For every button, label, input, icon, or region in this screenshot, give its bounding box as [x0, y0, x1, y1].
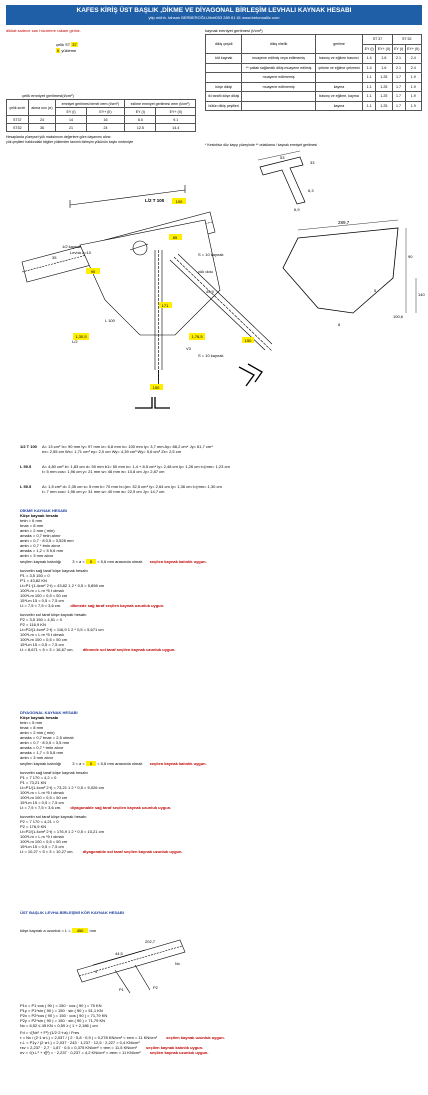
check-result: seçilen kaynak uzunluk uygun.: [149, 1050, 209, 1055]
ust-weld-input[interactable]: 450: [72, 928, 89, 933]
calc-line: P1 = 7 170 = 4,2 = 0: [20, 775, 57, 780]
cell: 1.25: [376, 73, 392, 83]
weld-range: 3 < a <: [72, 761, 85, 766]
th-st37: ST 37: [363, 35, 392, 45]
cell: muayene edilmemiş: [242, 73, 315, 83]
table-row: [7, 116, 196, 124]
calc-line: P2 = 3,5 150 = 4,51 = 0: [20, 617, 62, 622]
input-note: dikkat sadece sarı hücrelere rakam giriniz.: [6, 28, 81, 33]
ust-dim-1: 202,7: [145, 939, 156, 944]
calc-line: amaks = 1,2 = 5 5,6 mm: [20, 548, 64, 553]
weld-thickness-input[interactable]: 5: [86, 761, 96, 766]
diag-load-value: 150: [244, 338, 252, 343]
dikme-section: [20, 508, 207, 652]
double-angle-symbol-2: [239, 364, 262, 386]
weld-label: seçilen kaynak kalınlığı: [20, 761, 62, 766]
sub-title: kuvvetin sağ taraf köşe kaynak hesabı: [20, 770, 88, 775]
calc-line: 15*Lm 15 = 0,5 = 7,5 cm: [20, 844, 64, 849]
table-row: [206, 63, 422, 73]
th-sub: EY (I): [125, 108, 156, 116]
table-row: [7, 124, 196, 132]
plate-dim-5: 140: [418, 292, 425, 297]
check-line: Lt = 7,5 < 7,5 < 3,6 cm.: [20, 805, 62, 810]
check-line: Lt = 8,671 < 5 < 3 = 16,67 cm.: [20, 647, 74, 652]
cell: bütün dikiş çeşitleri: [206, 101, 242, 111]
calc-line: amaks = 0,7 tmax = 2,5 olmalı: [20, 735, 74, 740]
callout-4: yük dolu: [198, 269, 213, 274]
calc-line: amin = 2 mm ( min): [20, 528, 55, 533]
calc-line: amin = 2 mm ( min): [20, 730, 55, 735]
vertical-dim-value: 171: [161, 303, 169, 308]
cell: 24: [28, 116, 56, 124]
cell: 24: [86, 124, 124, 132]
th-sub: EY (I): [392, 44, 405, 54]
cell: 2.1: [392, 54, 405, 64]
section-subtitle: Köşe kaynak hesabı: [20, 715, 59, 720]
section-line: ex= 2,55 cm Wx= 1,71 cm³ ey= 2,0 cm Wy= 4,39 cm³ Wy= 5,6 cm³ Zx= 2,5 cm: [42, 449, 182, 454]
cell: 1.4: [363, 63, 376, 73]
plate-dim-4: 8: [338, 322, 341, 327]
cell: 1.25: [376, 101, 392, 111]
calc-line: 100*Lm = L m *5 t olmalı: [20, 834, 64, 839]
calc-line: tmax = 8 mm: [20, 725, 44, 730]
cell: 2.4: [405, 63, 421, 73]
calc-line: amin = 3 mm alınır: [20, 553, 54, 558]
cell: 14.4: [156, 124, 196, 132]
calc-line: Fd = √(Nx² + F²)·(1/2·2·t·a) / Fres: [20, 1030, 80, 1035]
cell: 21: [56, 124, 86, 132]
cell: 2.1: [392, 63, 405, 73]
steel-label: çelik ST: [56, 42, 71, 47]
cell: kayma: [315, 82, 362, 92]
cell: 1.25: [376, 92, 392, 102]
section-props-1: [20, 444, 213, 454]
cell: 1.9: [405, 92, 421, 102]
load-case-label: yükleme: [61, 48, 77, 53]
diyagonal-section: [20, 710, 207, 854]
table-row: [206, 73, 422, 83]
calc-line: 15*Lm 15 = 0,5 = 7,5 cm: [20, 642, 64, 647]
tee-dim-2: 33: [310, 160, 315, 165]
ust-dim-3: 5: [95, 969, 98, 974]
ust-force-1: P1: [119, 987, 124, 992]
th-weld-quality: dikiş nitelik: [242, 35, 315, 54]
section-name: L 50.5: [20, 464, 32, 469]
th-sub: EY (I): [363, 44, 376, 54]
calc-line: tmax = 8 mm: [20, 523, 44, 528]
load-case-input[interactable]: II: [57, 48, 60, 53]
calc-line: amaks = 0,7 * tmin alınır: [20, 745, 64, 750]
cell: [242, 101, 315, 111]
th-allow: emniyet gerilmesi temel σem (t/cm²): [56, 100, 125, 108]
cell: 1.7: [392, 73, 405, 83]
sub-title: kuvvetin sağ taraf köşe kaynak hesabı: [20, 568, 88, 573]
cell: muayene edilmemiş: [242, 82, 315, 92]
calc-line: 100*Lm = L m *5 t olmalı: [20, 790, 64, 795]
cell: 1.1: [363, 92, 376, 102]
callout-6: L 100: [105, 318, 115, 323]
check-line: Lt = 7,5 < 7,5 < 3,6 cm.: [20, 603, 62, 608]
calc-line: P1y = P1*sin ( 90 ) = 150 · sin ( 90 ) = 51,1 KN: [20, 1008, 103, 1013]
truss-joint-drawing: [10, 150, 280, 420]
calc-line: 100*Lm 100 = 0,5 = 50 cm: [20, 593, 68, 598]
weld-label: seçilen kaynak kalınlığı: [20, 559, 62, 564]
load-case-row: [56, 48, 76, 53]
left-table-title: çelik emniyet gerilmesi(t/cm²): [22, 93, 74, 98]
dim-label-1: 35: [52, 255, 57, 260]
weld-ok-result: seçilen kaynak kalınlık uygun.: [149, 559, 207, 564]
plate-dim-1: 289,7: [338, 220, 350, 225]
calc-line: tmin = 5 mm: [20, 720, 43, 725]
right-force-value: 1,76,5: [191, 334, 203, 339]
th-sub: EY+ (II): [376, 44, 392, 54]
check-result: seçilen kaynak uzunluk uygun.: [166, 1035, 225, 1040]
document-subtitle: ytip.mühh. tahsan BERBEROĞLU/bel053 289 61 61 www.betonoaliiz.com: [148, 15, 280, 20]
load-value: 150: [152, 385, 160, 390]
weld-stress-table: [205, 34, 422, 111]
weld-range-end: < 5,6 mm arasında olmalı: [97, 559, 143, 564]
calc-line: Lt=P2/(1.4cm² 2·t) = 176,9 1 2 * 0,5 = 10,21 cm: [20, 829, 104, 834]
th-weld-type: dikiş çeşidi: [206, 35, 242, 54]
ust-weld-row: [20, 928, 96, 933]
table-row: [206, 82, 422, 92]
callout-1: 1/2 kaynak: [62, 244, 82, 249]
cell: 1.9: [405, 101, 421, 111]
cell: 16: [86, 116, 124, 124]
cell: çekme ve eğilme çekmesi: [315, 63, 362, 73]
check-line: τsv = 2,237 · 2,7 · 1,87 · 0,5 = 0,375 KN/cm² < τem = 11,5 KN/cm²: [20, 1045, 137, 1050]
cell: iki taraflı köşe dikişi: [206, 92, 242, 102]
cell: köşe dikişi: [206, 82, 242, 92]
calc-line: 100*Lm = L m *5 t olmalı: [20, 632, 64, 637]
cell: 1.9: [405, 73, 421, 83]
calc-line: Lt=P2/(1.4cm² 2·t) = 116,9 1 2 * 0,5 = 5,671 cm: [20, 627, 104, 632]
ust-force-2: P2: [153, 985, 158, 990]
calc-line: Lt=P1/(1.4cm² 2·t) = 73,21 1 2 * 0,5 = 5,026 cm: [20, 785, 104, 790]
section-line: A= 1,5 cm² d= 2,35 cm s= 5 mm b= 70 mm Ix=(w= 32,5 cm⁴ ly= 2,64 cm ly= 1,36 cm t=(mm= 1,30 cm: [42, 484, 222, 489]
cell: ST37: [7, 116, 29, 124]
cell: 12.5: [125, 124, 156, 132]
plate-dim-2: 90: [408, 254, 413, 259]
ust-force-lines: [20, 1003, 225, 1055]
weld-thickness-row: [20, 559, 207, 564]
document-title: KAFES KİRİŞ ÜST BAŞLIK ,DİKME VE DİYAGONAL BİRLEŞİM LEVHALI KAYNAK HESABI: [76, 7, 352, 14]
callout-2: Levha a=10: [70, 250, 92, 255]
tee-section-drawing: [250, 152, 345, 214]
right-table-title: kaynak emniyet gerilmesi (t/cm²): [205, 28, 263, 33]
cell: 1.7: [392, 82, 405, 92]
check-result: diyagonalde sol taraf seçilen kaynak uzunluk uygun.: [82, 849, 183, 854]
calc-line: Nx = 6,52 ≤ 45 KN = 0,59 ≥ ( 1 + 2,186 ) cm: [20, 1023, 98, 1028]
th-sub: EY+ (II): [86, 108, 124, 116]
callout-5: S = 10 kaynak: [198, 353, 224, 358]
calc-line: 100*Lm 100 = 0,5 = 50 cm: [20, 795, 68, 800]
tee-dim-1: 53: [280, 155, 285, 160]
weld-ok-result: seçilen kaynak kalınlık uygun.: [149, 761, 207, 766]
steel-class-row: [56, 42, 78, 47]
th-st52: ST 52: [392, 35, 421, 45]
cell: ** çatlak sağlamlık dikiş muayene edilmiş: [242, 63, 315, 73]
section-name: L 50.5: [20, 484, 32, 489]
cell: muayene edilmiş veya edilmemiş: [242, 54, 315, 64]
steel-stress-table: [6, 99, 196, 132]
calc-line: 100*Lm 100 = 0,5 = 50 cm: [20, 839, 68, 844]
th-sub: EY (I): [56, 108, 86, 116]
ust-force-3: Nx: [175, 961, 180, 966]
tee-dim-4: 6,9: [294, 207, 300, 212]
cell: basınç ve eğilme, kayma: [315, 92, 362, 102]
calc-line: P2x = P2*cos ( 90 ) = 150 · cos ( 90 ) = 71,79 KN: [20, 1013, 108, 1018]
calc-line: P'1 = 43,82 KN: [20, 578, 47, 583]
cell: 9.1: [156, 116, 196, 124]
calc-line: amin = 0,7 * tmin alınır: [20, 543, 61, 548]
header-banner: [6, 5, 422, 25]
calc-line: tmin = 6 mm: [20, 518, 43, 523]
cell: 1.25: [376, 82, 392, 92]
section-props-3: [20, 484, 222, 494]
v-member-label: V3: [186, 346, 191, 351]
left-table-footnote-2: yük çeşitleri hakkındaki bilgiler yüklerden tanımlı birleşim yükünün kaybı nedeniyle: [6, 140, 134, 144]
calc-line: amin = 3 mm alınır: [20, 755, 54, 760]
section-name: 1/2 T 100: [20, 444, 37, 449]
check-line: τ = Nx / (2·1·a·L) = 2,037 / ( 2 · 5,8 · 0,9 ) = 0,278 KN/cm² < τem = 11 KN/cm²: [20, 1035, 158, 1040]
cell: [206, 73, 242, 83]
section-title: DİYAGONAL KAYNAK HESABI: [20, 710, 78, 715]
calc-line: P1 = 3,5 150 = 0: [20, 573, 50, 578]
cell: 8.0: [125, 116, 156, 124]
th-yield: akma sını (σ): [28, 100, 56, 116]
calc-line: amin = 0,7 · 8 0,5 = 3,528 mm: [20, 538, 74, 543]
th-sub: EY+ (II): [156, 108, 196, 116]
table-row: [206, 54, 422, 64]
cell: 14: [56, 116, 86, 124]
cell: küt kaynak: [206, 54, 242, 64]
steel-input[interactable]: 37: [72, 42, 77, 47]
calc-line: amaks = 1,7 = 5 5,8 mm: [20, 750, 64, 755]
calc-line: P2 = 7 170 = 4,21 = 0: [20, 819, 59, 824]
ust-weld-label: köşe kaynak a uzunluk = L =: [20, 928, 71, 933]
left-end-label: L/2: [72, 339, 78, 344]
th-stress: gerilme: [315, 35, 362, 54]
dim-label-3: 45,5: [206, 289, 214, 294]
cell: 1.4: [363, 54, 376, 64]
calc-line: 15*Lm 15 = 0,5 = 7,5 cm: [20, 598, 64, 603]
cell: 2.4: [405, 54, 421, 64]
tee-dim-3: 6,3: [308, 188, 314, 193]
cell: [206, 63, 242, 73]
calc-line: P2y = P2*sin ( 90 ) = 150 · sin ( 90 ) = 71,79 KN: [20, 1018, 106, 1023]
top-profile-value: 100: [175, 199, 183, 204]
ust-section-title: ÜST BAŞLIK LEVHA BİRLEŞİMİ KÖR KAYNAK HESABI: [20, 910, 124, 915]
cell: 1.1: [363, 73, 376, 83]
calc-line: amaks = 0,7 tmin alınır: [20, 533, 61, 538]
check-result: diyagonalde sağ taraf seçilen kaynak uzunluk uygun.: [70, 805, 172, 810]
top-profile-label: L/2 T 100: [145, 198, 165, 203]
th-steel: çelik sınıfı: [7, 100, 29, 116]
calc-line: P2 = 116,9 KN: [20, 622, 46, 627]
ust-weld-unit: mm: [89, 928, 97, 933]
calc-line: 100*Lm = L m *5 t olmalı: [20, 588, 64, 593]
plate-dim-3: 5: [374, 288, 377, 293]
cell: kayma: [315, 101, 362, 111]
cell: 1.1: [363, 101, 376, 111]
calc-line: 100*Lm 100 = 0,5 = 50 cm: [20, 637, 68, 642]
cell: 36: [28, 124, 56, 132]
sub-title: kuvvetin sol taraf köşe kaynak hesabı: [20, 612, 87, 617]
right-table-footnote: * Kesintisiz düz kayıp yüzeyinde ** ortaklama / kaynak emniyet gerilmesi: [205, 143, 318, 147]
th-bearing: ezilme emniyet gerilmesi σem (t/cm²): [125, 100, 196, 108]
callout-3: S = 10 kaynak: [198, 252, 224, 257]
section-line: A= 13 cm² Ix= 90 mm Iy= 97 mm iz= 6,8 mm ix= 100 mm iy= 3,7 mm Ay= 88,2 cm⁴ Jy= 61,7 cm⁴: [42, 444, 213, 449]
check-line: σv = √(τ⊥² + τ∥²) = · 2,237 · 0,237 = 4,2 KN/cm² < σem = 11 KN/cm²: [20, 1050, 141, 1055]
calc-line: amin = 0,7 · 8 0,5 = 3,5 mm: [20, 740, 70, 745]
check-line: τ⊥ = P1y / (2·a·L) = 2,037 · 243 · 1,237 · 12,5 · 2,227 = 0,4 KN/cm²: [20, 1040, 140, 1045]
check-result: dikmede sol taraf seçilen kaynak uzunluk uygun.: [82, 647, 176, 652]
check-result: dikmede sağ taraf seçilen kaynak uzunluk uygun.: [70, 603, 165, 608]
calc-line: 15*Lm 15 = 0,5 = 7,5 cm: [20, 800, 64, 805]
calc-line: P1 = 73,21 KN: [20, 780, 47, 785]
cell: [242, 92, 315, 102]
check-line: Lt = 10,27 < 5 < 3 = 10,27 cm.: [20, 849, 74, 854]
weld-thickness-input[interactable]: 5: [86, 559, 96, 564]
cell: 1.6: [376, 54, 392, 64]
section-line: A= 4,80 cm² b= 1,83 cm d= 50 mm b1= 50 mm ix= 1,4 + 8,5 cm⁴ ly= 2,48 cm ly= 1,26 cm t=(mm= 1,23 cm: [42, 464, 230, 469]
cell: 1.1: [363, 82, 376, 92]
top-chord-weld-drawing: [75, 935, 195, 997]
section-line: t= 5 mm cos= 1,96 cm y= 21 mm w= 46 mm w= 10,8 cm Jy= 2,87 cm: [42, 469, 165, 474]
section-line: t= 7 mm cos= 1,96 cm y= 31 mm w= 40 mm w= 22,9 cm Jy= 14,7 cm: [42, 489, 165, 494]
cell: 1.7: [392, 92, 405, 102]
cell: ST52: [7, 124, 29, 132]
weld-range: 3 < a <: [72, 559, 85, 564]
table-row: [206, 101, 422, 111]
cell: [315, 73, 362, 83]
cell: 1.7: [392, 101, 405, 111]
left-force-value: 1,30,5: [75, 334, 87, 339]
section-title: DİKME KAYNAK HESABI: [20, 508, 67, 513]
calc-line: P1x = P1·cos ( 90 ) = 150 · cos ( 90 ) = 75 KN: [20, 1003, 102, 1008]
th-sub: EY+ (II): [405, 44, 421, 54]
plate-dim-6: 100,6: [393, 314, 404, 319]
check-result: seçilen kaynak kalınlık uygun.: [146, 1045, 204, 1050]
table-row: [206, 92, 422, 102]
calc-line: Lt=P1·(1.4cm² 2·t) = 43,82 1 2 * 0,5 = 5,898 cm: [20, 583, 105, 588]
double-angle-symbol: [135, 397, 170, 408]
plate-width-value: 65: [172, 235, 178, 240]
section-props-2: [20, 464, 230, 474]
cell: 1.9: [405, 82, 421, 92]
cell: basınç ve eğilme basıncı: [315, 54, 362, 64]
weld-thickness-row: [20, 761, 207, 766]
left-table-footnote-1: Hesaplarda yüzeysel yük maksimum değerlere göre dayanımı alınır.: [6, 135, 112, 139]
weld-range-end: < 5,6 mm arasında olmalı: [97, 761, 143, 766]
section-subtitle: Köşe kaynak hesabı: [20, 513, 59, 518]
left-dim-value: 90: [90, 269, 96, 274]
cell: 1.6: [376, 63, 392, 73]
sub-title: kuvvetin sol taraf köşe kaynak hesabı: [20, 814, 87, 819]
gusset-plate-drawing: [278, 218, 423, 330]
calc-line: P2 = 176,9 KN: [20, 824, 47, 829]
ust-dim-2: 44,5: [115, 951, 123, 956]
